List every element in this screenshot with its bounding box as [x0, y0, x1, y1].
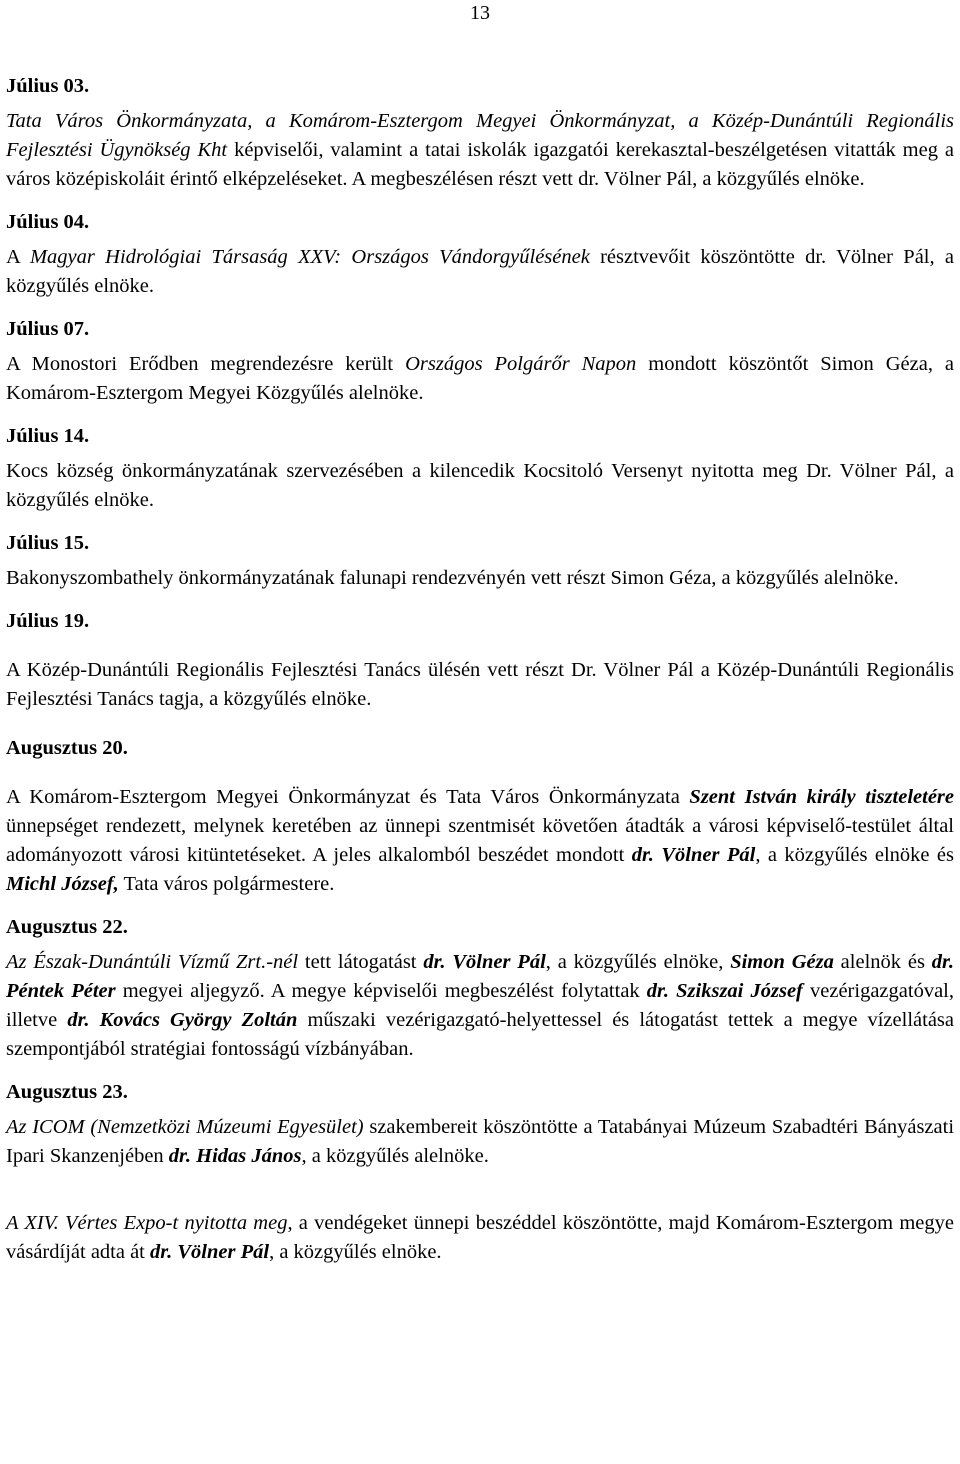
entry-aug-22 [6, 913, 954, 1064]
text-segment: A Közép-Dunántúli Regionális Fejlesztési Tanács ülésén vett részt Dr. Völner Pál a Közép-Dunántúli Regionális Fejlesztési Tanács tagja, a közgyűlés elnöke. [6, 659, 954, 710]
text-segment: Simon Géza [730, 951, 834, 973]
entry-july-04 [6, 208, 954, 301]
entry-july-14 [6, 422, 954, 515]
entry-vertes-expo [6, 1209, 954, 1267]
entry-july-03 [6, 72, 954, 194]
text-segment: A XIV. Vértes Expo-t nyitotta meg [6, 1212, 288, 1234]
text-segment: megyei aljegyző. A megye képviselői megbeszélést folytattak [115, 980, 647, 1002]
entry-text [6, 656, 954, 714]
text-segment: vezérigazgatóval, illetve [6, 980, 954, 1031]
text-segment: , a vendégeket ünnepi beszéddel köszöntötte, majd Komárom-Esztergom megye vásárdíját adta át [6, 1212, 954, 1263]
text-segment: résztvevőit köszöntötte dr. Völner Pál, a közgyűlés elnöke. [6, 246, 954, 297]
text-segment: , a közgyűlés alelnöke. [301, 1145, 489, 1167]
text-segment: A Monostori Erődben megrendezésre került [6, 353, 406, 375]
entry-text [6, 1113, 954, 1171]
text-segment: dr. Völner Pál [423, 951, 546, 973]
text-segment: Kocs község önkormányzatának szervezésében a kilencedik Kocsitoló Versenyt nyitotta meg Dr. Völner Pál, a közgyűlés elnöke. [6, 460, 954, 511]
text-segment: dr. Völner Pál [631, 844, 756, 866]
entry-date: Július 14. [6, 425, 90, 447]
entry-date: Augusztus 23. [6, 1081, 128, 1103]
text-segment: Az Észak-Dunántúli Vízmű Zrt.-nél [6, 951, 299, 973]
entry-date: Július 03. [6, 75, 90, 97]
text-segment: Országos Polgárőr Napon [405, 353, 637, 375]
text-segment: dr. Kovács György Zoltán [67, 1009, 298, 1031]
text-segment: Bakonyszombathely önkormányzatának falunapi rendezvényén vett részt Simon Géza, a közgyűlés alelnöke. [6, 567, 899, 589]
text-segment: Tata város polgármestere. [118, 873, 335, 895]
entry-aug-23 [6, 1078, 954, 1171]
text-segment: szakembereit köszöntötte a Tatabányai Múzeum Szabadtéri Bányászati Ipari Skanzenjében [6, 1116, 955, 1167]
entry-text [6, 457, 954, 515]
entry-date: Július 15. [6, 532, 90, 554]
entry-date: Július 07. [6, 318, 90, 340]
text-segment: tett látogatást [298, 951, 424, 973]
entry-date: Július 04. [6, 211, 90, 233]
text-segment: dr. Hidas János [168, 1145, 302, 1167]
entry-date: Július 19. [6, 610, 90, 632]
entry-text [6, 243, 954, 301]
entry-date: Augusztus 20. [6, 737, 128, 759]
text-segment: műszaki vezérigazgató-helyettessel és látogatást tettek a megye vízellátása szempontjából stratégiai fontosságú vízbányában. [6, 1009, 954, 1060]
entry-text [6, 564, 954, 593]
text-segment: ünnepséget rendezett, melynek keretében az ünnepi szentmisét követően átadták a városi képviselő-testület által adományozott városi kitüntetéseket. A jeles alkalomból beszédet mondott [6, 815, 954, 866]
entry-date: Augusztus 22. [6, 916, 128, 938]
entry-text [6, 107, 954, 194]
text-segment: Magyar Hidrológiai Társaság XXV: Országos Vándorgyűlésének [29, 246, 590, 268]
entry-text [6, 1209, 954, 1267]
text-segment: Michl József, [6, 873, 119, 895]
text-segment: , a közgyűlés elnöke, [545, 951, 731, 973]
text-segment: képviselői, valamint a tatai iskolák igazgatói kerekasztal-beszélgetésen vitatták meg a város középiskoláit érintő elképzeléseket. A megbeszélésen részt vett dr. Völner Pál, a közgyűlés elnöke. [6, 139, 954, 190]
entry-text [6, 350, 954, 408]
text-segment: Tata Város Önkormányzata, a Komárom-Esztergom Megyei Önkormányzat, a Közép-Dunántúli Regionális Fejlesztési Ügynökség Kht [6, 110, 954, 161]
document-body [6, 72, 954, 1273]
entry-july-15 [6, 529, 954, 593]
entry-text [6, 948, 954, 1064]
entry-july-07 [6, 315, 954, 408]
text-segment: dr. Péntek Péter [6, 951, 954, 1002]
text-segment: , a közgyűlés elnöke. [269, 1241, 442, 1263]
entry-text [6, 783, 954, 899]
text-segment: alelnök és [833, 951, 932, 973]
entry-july-19 [6, 607, 954, 714]
text-segment: A Komárom-Esztergom Megyei Önkormányzat és Tata Város Önkormányzata [6, 786, 690, 808]
text-segment: , a közgyűlés elnöke és [755, 844, 954, 866]
entry-aug-20 [6, 734, 954, 899]
text-segment: Szent István király tiszteletére [689, 786, 954, 808]
page-number: 13 [470, 2, 490, 24]
text-segment: mondott köszöntőt Simon Géza, a Komárom-Esztergom Megyei Közgyűlés alelnöke. [6, 353, 955, 404]
text-segment: dr. Völner Pál [150, 1241, 270, 1263]
text-segment: A [6, 246, 30, 268]
text-segment: dr. Szikszai József [646, 980, 803, 1002]
text-segment: Az ICOM (Nemzetközi Múzeumi Egyesület) [6, 1116, 364, 1138]
